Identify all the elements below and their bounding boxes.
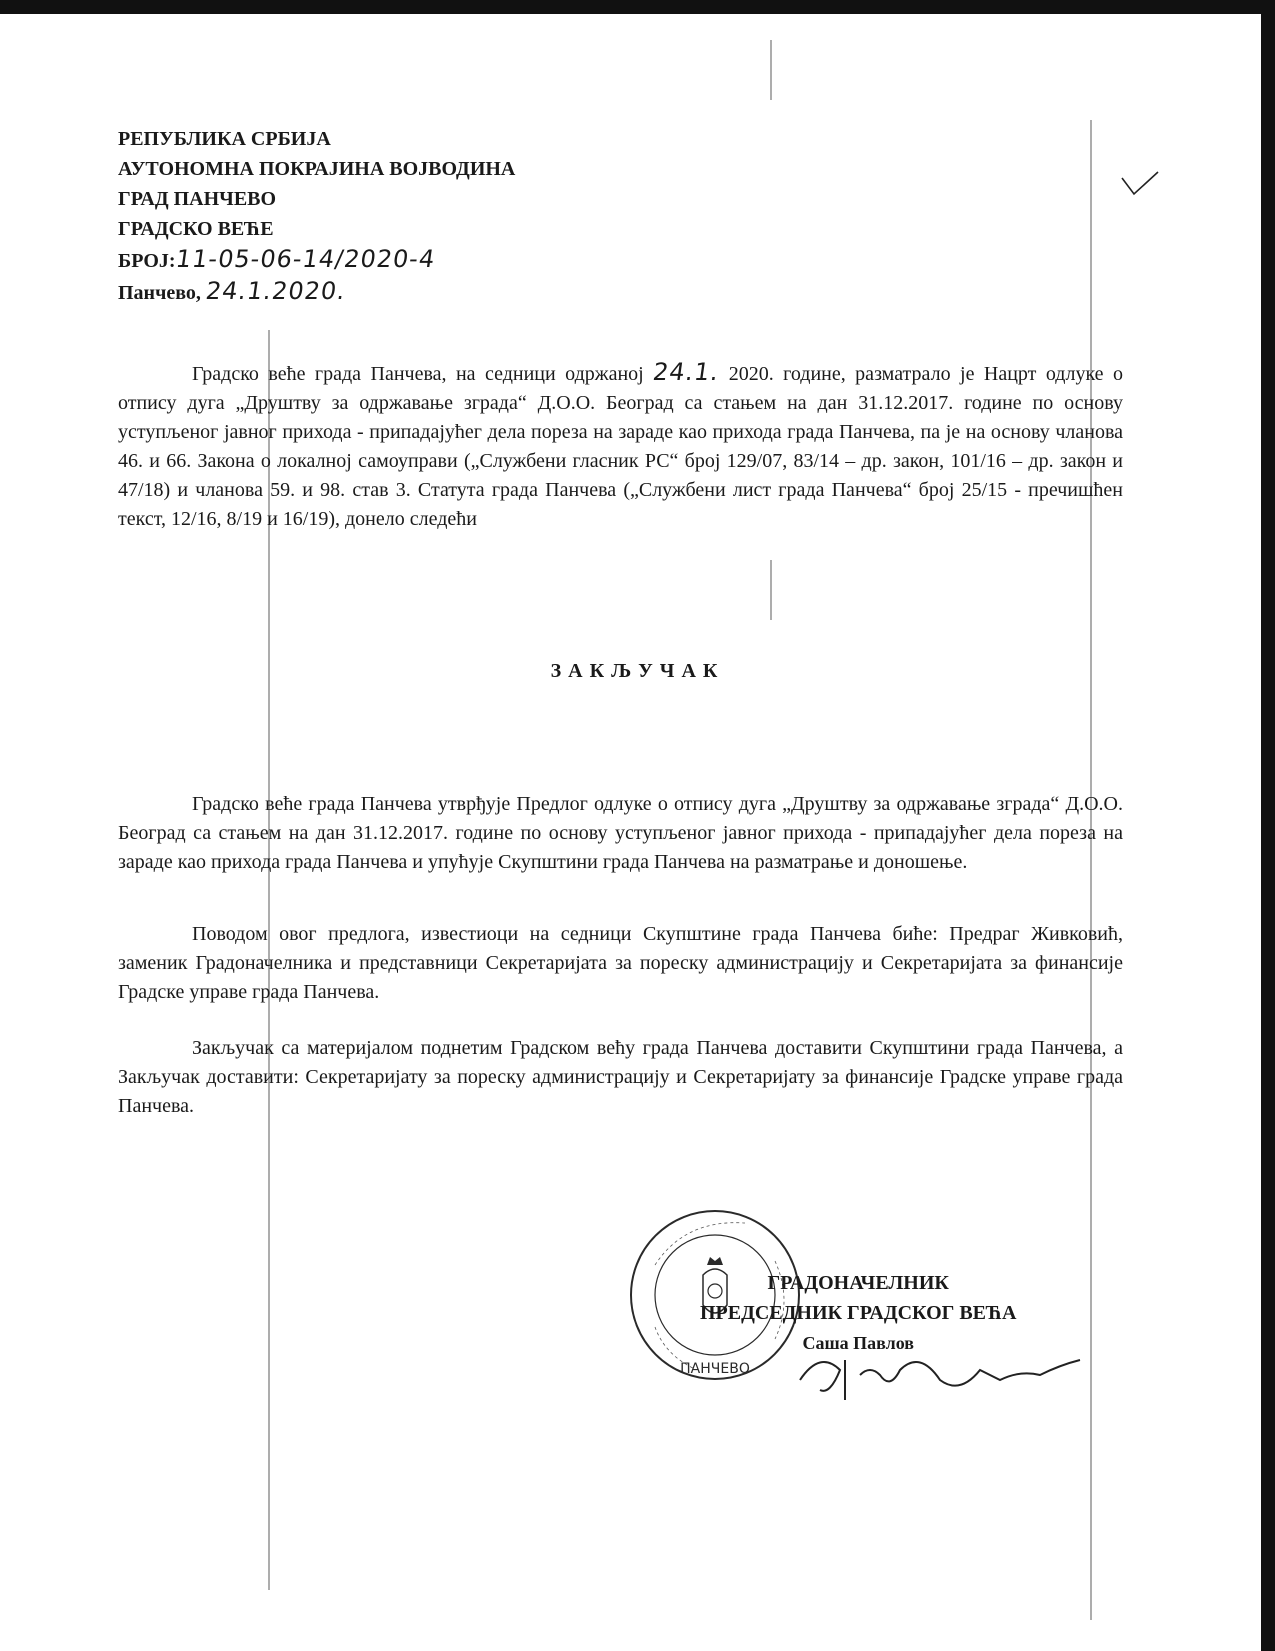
document-header (118, 124, 515, 308)
body-paragraph-2 (118, 920, 1123, 1007)
number-label: БРОЈ: (118, 250, 176, 272)
body-paragraph-3 (118, 1034, 1123, 1121)
paragraph-3-text: Закључак са материјалом поднетим Градском већу града Панчева доставити Скупштини града Панчева, а Закључак доставити: Секретаријату за пореску администрацију и Секретаријату за финансије Градске управе града Панчева. (118, 1037, 1123, 1117)
body-paragraph-1 (118, 790, 1123, 877)
signatory-name: Саша Павлов (802, 1333, 915, 1353)
scan-top-edge (0, 0, 1275, 14)
handwritten-session-date: 24.1. (651, 358, 722, 386)
header-date-row (118, 276, 515, 308)
header-council: ГРАДСКО ВЕЋЕ (118, 218, 274, 240)
preamble-text-start: Градско веће града Панчева, на седници одржаној (192, 363, 654, 385)
header-number-row (118, 244, 515, 276)
header-city: ГРАД ПАНЧЕВО (118, 188, 277, 210)
seal-city-text: ПАНЧЕВО (680, 1361, 750, 1377)
header-province: АУТОНОМНА ПОКРАЈИНА ВОЈВОДИНА (118, 158, 516, 180)
scan-artifact-line (770, 560, 772, 620)
place-label: Панчево, (118, 282, 201, 304)
paragraph-2-text: Поводом овог предлога, известиоци на седници Скупштине града Панчева биће: Предраг Живковић, заменик Градоначелника и представници Секретаријата за пореску администрацију и Секретаријата за финансије Градске управе града Панчева. (118, 923, 1123, 1003)
preamble-text-end: 2020. године, разматрало је Нацрт одлуке о отпису дуга „Друштву за одржавање зграда“ Д.О.О. Београд са стањем на дан 31.12.2017. године по основу уступљеног јавног прихода - припадајућег дела пореза на зараде као прихода града Панчева, па је на основу чланова 46. и 66. Закона о локалној самоуправи („Службени гласник РС“ број 129/07, 83/14 – др. закон, 101/16 – др. закон и 47/18) и чланова 59. и 98. став 3. Статута града Панчева („Службени лист града Панчева“ број 25/15 - пречишћен текст, 12/16, 8/19 и 16/19), донело следећи (118, 363, 1123, 530)
checkmark-icon (1120, 170, 1160, 200)
signatory-role-president: ПРЕДСЕДНИК ГРАДСКОГ ВЕЋА (700, 1302, 1017, 1324)
signatory-role-mayor: ГРАДОНАЧЕЛНИК (767, 1272, 949, 1294)
handwritten-signature (790, 1340, 1090, 1410)
scan-right-edge (1261, 0, 1275, 1651)
handwritten-date: 24.1.2020. (203, 277, 348, 305)
preamble-paragraph (118, 358, 1123, 534)
header-country: РЕПУБЛИКА СРБИЈА (118, 128, 331, 150)
handwritten-number: 11-05-06-14/2020-4 (173, 245, 437, 273)
scan-artifact-line (770, 40, 772, 100)
paragraph-1-text: Градско веће града Панчева утврђује Предлог одлуке о отпису дуга „Друштву за одржавање зграда“ Д.О.О. Београд са стањем на дан 31.12.2017. године по основу уступљеног јавног прихода - припадајућег дела пореза на зараде као прихода града Панчева и упућује Скупштини града Панчева на разматрање и доношење. (118, 793, 1123, 873)
document-title: ЗАКЉУЧАК (550, 660, 725, 682)
